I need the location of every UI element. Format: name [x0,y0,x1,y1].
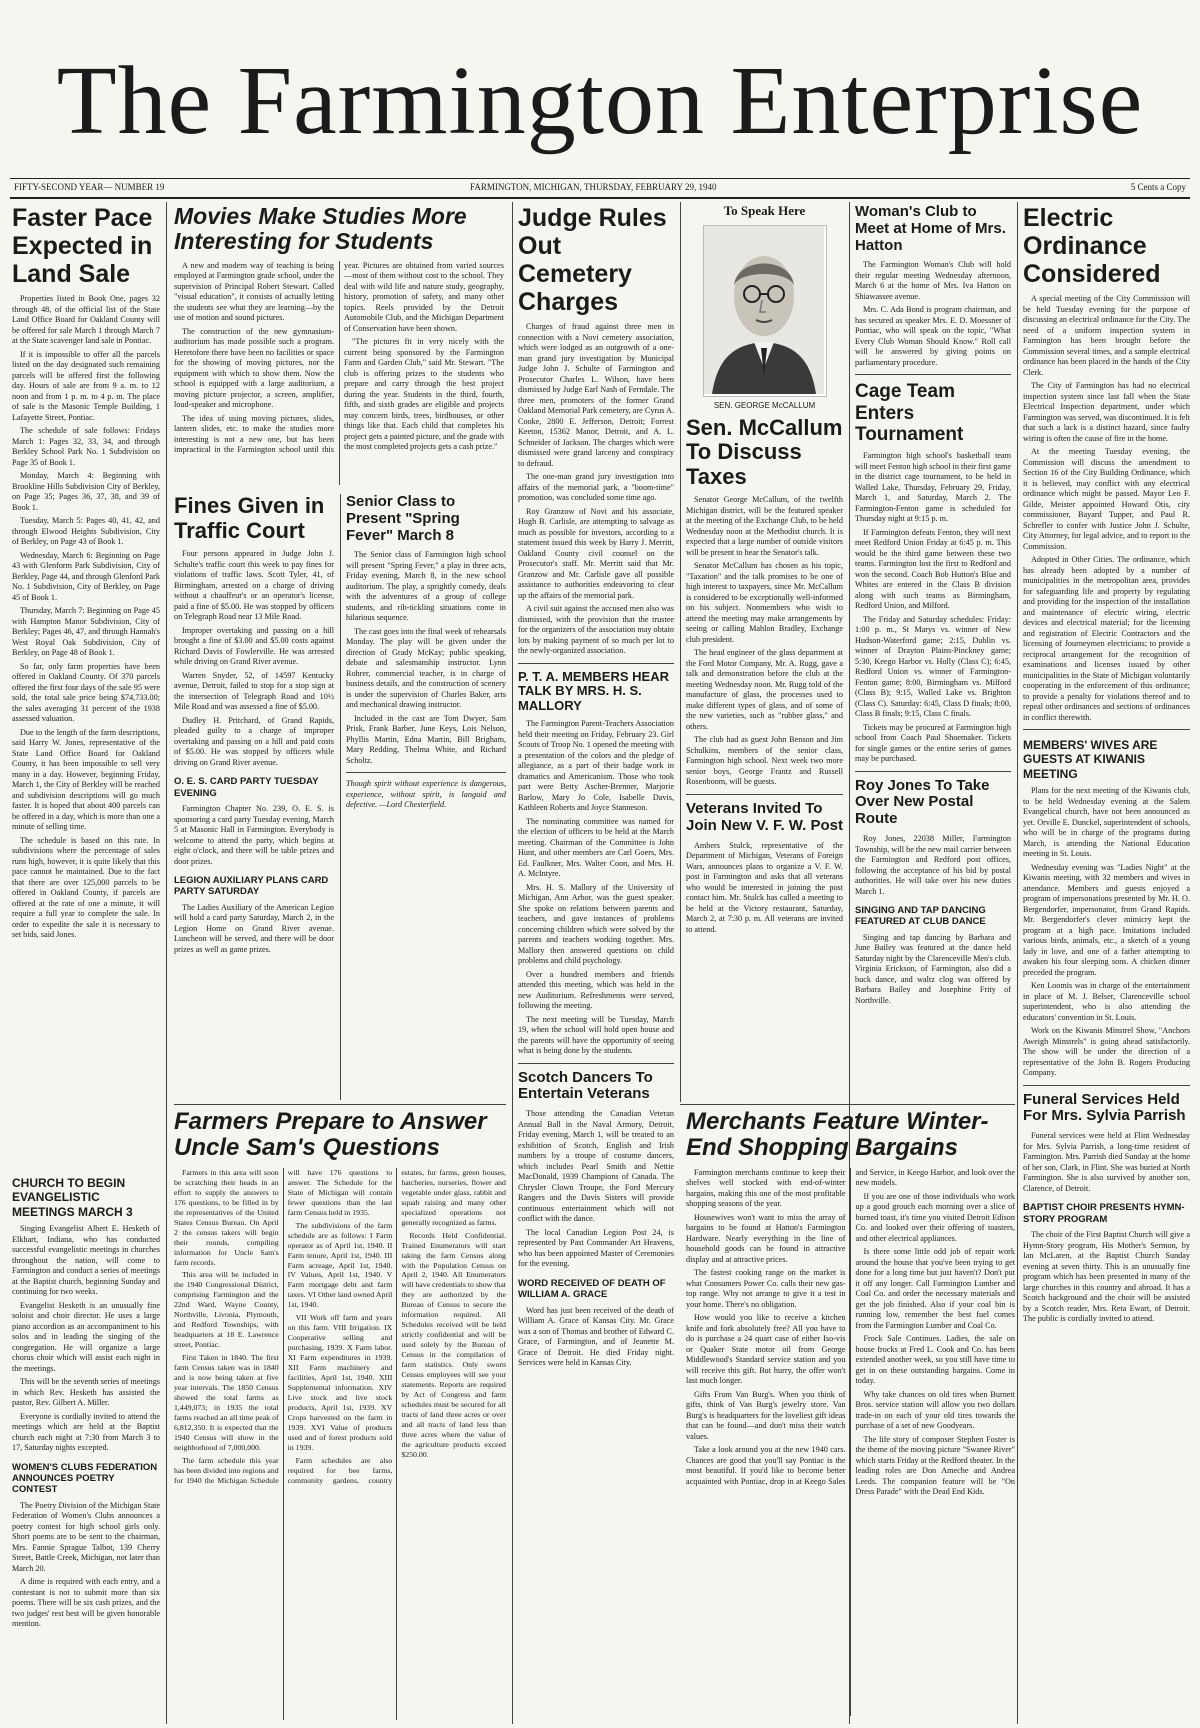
paragraph: Roy Granzow of Novi and his associate, Hugh B. Carlisle, are attempting to salvage as much as possible for investors, according to a statement issued this week by Harry J. Merritt, Oakland County civil counsel on the Prosecutor's staff. Mr. Merritt said that Mr. Granzow and Mr. Carlisle gave all possible assistance to authorities endeavoring to clear up the affairs of the memorial park. [518,506,674,600]
article-body [12,1224,160,1454]
article-traffic-court [174,494,334,1100]
paragraph: Due to the length of the farm descriptions, said Harry W. Jones, representative of the State Land Office Board for Oakland County, it has been impossible to sell very many in a day. However, beginning Friday, March 1, the City of Berkley will be reached and subdivision descriptions will go much faster. It is hoped that about 400 parcels can be offered in a day, which is more than one a minute of selling time. [12,727,160,831]
paragraph: Wednesday evening was "Ladies Night" at the Kiwanis meeting, with 32 members and wives in attendance. Members and guests enjoyed a program of impersonations presented by Mr. H. O. Bergendorfer, impersonator, from Grand Rapids. Mr. Bergendorfer's clever mimicry kept the program at a high pace. Imitations included various birds, animals, etc., a sketch of a young lady in love, and one of a father attempting to awaken his four sleeping sons. A chicken dinner preceded the program. [1023,862,1190,977]
paragraph: If Farmington defeats Fenton, they will next meet Redford Union Friday at 6:45 p. m. This would be the third game between these two teams. Farmington lost the first to Redford and won the second. Coach Bob Hutton's Blue and Whites are entered in the Class B division along with such teams as Birmingham, Redford Union, and Milford. [855,527,1011,611]
paragraph: A dime is required with each entry, and a contestant is not to submit more than six poems. There will be six cash prizes, and the two judges' rest best will be given honorable mention. [12,1577,160,1629]
paragraph: Evangelist Hesketh is an unusually fine soloist and choir director. He uses a large piano accordion as an accompaniment to his solos and in leading the singing of the congregation. He will organize a large chorus choir which will assist each night in the meetings. [12,1300,160,1373]
paragraph: Farmington high school's basketball team will meet Fenton high school in their first game in the district cage tournament, to be held in Walled Lake, Thursday, February 29, Friday, March 1, and Saturday, March 2. The Farmington-Fenton game is scheduled for Thursday night at 9:15 p. m. [855,451,1011,524]
article-land-sale [12,204,160,1162]
article-body [1023,786,1190,1079]
paragraph: Those attending the Canadian Veteran Annual Ball in the Naval Armory, Detroit, Friday evening, March 1, will be treated to an exhibition of Scotch, English and Irish numbers by a troupe of costume dancers, which includes Pearl Smith and Nettie MacDonald, 1939 Champions of Canada. The Chrysler Clown Troupe, the Ford Mercury Rangers and the Davis Sisters will provide continuous entertainment which will not conflict with the dance. [518,1109,674,1224]
headline-baptist-choir: BAPTIST CHOIR PRESENTS HYMN-STORY PROGRAM [1023,1202,1185,1225]
newspaper-title: The Farmington Enterprise [56,47,1144,155]
headline-traffic-court: Fines Given in Traffic Court [174,494,325,543]
paragraph: Charges of fraud against three men in connection with a Novi cemetery association, which were lodged as an outgrowth of a one-man grand jury investigation by Municipal Judge John J. Schulte of Farmington and Prosecutor Charles L. Wilson, have been dismissed by Judge Earl Nash of Ferndale. The three men, promoters of the former Grand Oakland Memorial Park cemetery, are Cyrus A. Cooke, 2800 E. Jefferson, Detroit; Forrest Keeton, 15362 Manor, Detroit, and A. L. Schneider of Jackson. The charges which were dismissed were grand larceny and conspiracy to defraud. [518,322,674,468]
masthead-rule-top [10,178,1190,179]
article-body [1023,1131,1190,1194]
headline-poetry-contest: WOMEN'S CLUBS FEDERATION ANNOUNCES POETRY CONTEST [12,1461,158,1496]
column-rule [1017,202,1018,1724]
headline-grace-death: WORD RECEIVED OF DEATH OF WILLIAM A. GRACE [518,1277,666,1301]
paragraph: Ambers Stulck, representative of the Department of Michigan, Veterans of Foreign Wars, announces plans to organize a V. F. W. post in Farmington and asks that all veterans who would be interested in joining the post contact him. Mr. Stulck has called a meeting to be held at the Victory restaurant, Saturday, March 2, at 7:30 p. m. All veterans are invited to attend. [686,840,843,934]
paragraph: How would you like to receive a kitchen knife and fork absolutely free? All you have to do is purchase a 24 quart case of either Iso-vis or Quaker State motor oil from George Middlewood's Standard service station and you will receive this gift. But hurry, the offer won't last much longer. [686,1313,846,1386]
paragraph: The next meeting will be Tuesday, March 19, when the school will hold open house and the parents will have the opportunity of seeing what is being done by the students. [518,1014,674,1056]
paragraph: Senator McCallum has chosen as his topic, "Taxation" and the talk promises to be one of high interest to taxpayers, since Mr. McCallum is considered to be exceptionally well-informed on his subject. Nonmembers who wish to attend the meeting may make arrangements by seeing or calling Mahlon Bradley, Exchange club president. [686,561,843,644]
paragraph: Singing and tap dancing by Barbara and June Bailey was featured at the dance held Saturday night by the Clarenceville Men's club. Virginia Erickson, of Farmington, also did a buck dance, and waltz clog was offered by Barbara Bailey and Josephine Frity of Northville. [855,932,1011,1005]
paragraph: Over a hundred members and friends attended this meeting, which was held in the new Auditorium. Refreshments were served, following the meeting. [518,969,674,1011]
paragraph: First Taken in 1840. The first farm Census taken was in 1840 and is now being taken at five year intervals. The 1850 Census showed the total farms as 1,449,073; in 1935 the total farms reached an all time peak of 6,812,350. It is expected that the 1940 Census will show in the neighborhood of 7,000,000. [174,1353,279,1452]
article-body [174,549,334,768]
paragraph: Farmington Chapter No. 239, O. E. S. is sponsoring a card party Tuesday evening, March 5 at Masonic Hall in Farmington. Everybody is welcome to attend the party, which begins at eight o'clock, and there will be table prizes and door prizes. [174,804,334,866]
article-body [855,451,1011,765]
paragraph: The head engineer of the glass department at the Ford Motor Company, Mr. A. Rugg, gave a talk and demonstration before the club at the meeting Wednesday noon. Mr. Rugg told of the manufacture of glass, the processes used to make different types of glass, and of some of the new varieties, such as "rubber glass," and others. [686,648,843,731]
paragraph: This will be the seventh series of meetings in which Rev. Hesketh has assisted the pastor, Rev. Gilbert A. Miller. [12,1377,160,1408]
headline-merchants: Merchants Feature Winter-End Shopping Bargains [686,1108,989,1162]
paragraph: The cast goes into the final week of rehearsals Monday. The play will be given under the direction of Grady McKay; public speaking, debate and salesmanship instructor. Lynn Rohrer, commercial teacher, is in charge of business details, and the construction of scenery is under the supervision of Charles Baker, arts and mechanical drawing instructor. [346,626,506,710]
quotation: Though spirit without experience is dangerous, experience, without spirit, is languid and defective. —Lord Chesterfield. [346,779,506,810]
paragraph: The construction of the new gymnasium-auditorium has made possible such a program. Heretofore there have been no facilities or space for the showing of moving pictures, nor the equipment with which to show them. Now the school is equipped with a large auditorium, a moving picture projector, a screen, amplifier, loud-speaker and microphone. [174,326,334,410]
paragraph: Plans for the next meeting of the Kiwanis club, to be held Wednesday evening at the Salem Evangelical church, have not been announced as yet. Orville E. Dunckel, superintendent of schools, who will be in charge of the programs during March, is attending the National Education meeting in St. Louis. [1023,786,1190,859]
masthead [0,0,1200,176]
headline-electric-ordinance: Electric Ordinance Considered [1023,204,1161,288]
headline-legion-card-party: LEGION AUXILIARY PLANS CARD PARTY SATURDAY [174,875,329,898]
headline-tap-dancing: SINGING AND TAP DANCING FEATURED AT CLUB DANCE [855,905,986,928]
paragraph: The local Canadian Legion Post 24, is represented by Past Commander Art Heavens, who has been appointed Master of Ceremonies for the evening. [518,1227,674,1269]
article-body [518,1109,674,1270]
paragraph: Included in the cast are Tom Dwyer, Sam Prisk, Frank Barber, June Keys, Lois Nelson, Phyllis Martin, Edna Martin, Bill Brigham, Mary Redding, Thelma White, and Richard Scholtz. [346,713,506,765]
divider [346,772,506,773]
paragraph: This area will be included in the 1940 Congressional District, comprising Farmington and the 22nd Ward, Wayne County, Northville, Livonia, Plymouth, and Redford Townships, with headquarters at 18 E. Lawrence street, Pontiac. [174,1270,279,1350]
paragraph: Is there some little odd job of repair work around the house that you've been trying to get done for a long time but just haven't? Don't put it off any longer. Call Farmington Lumber and Coal Co. and order the necessary materials and get the job finished. Also if your coal bin is running low, remember the best fuel comes from the Farmington Lumber and Coal Co. [855,1247,1015,1330]
paragraph: Roy Jones, 22038 Miller, Farmington Township, will be the new mail carrier between the Farmington and Redford post offices, following the acceptance of his bid by postal authorities. He will take over his new duties March 1. [855,834,1011,896]
headline-oes-card-party: O. E. S. CARD PARTY TUESDAY EVENING [174,776,319,799]
headline-mccallum: Sen. McCallum To Discuss Taxes [686,414,843,489]
divider [686,794,843,795]
paragraph: Farmers in this area will soon be scratching their heads in an effort to supply the answers to 176 questions, to be filled in by the representatives of the United States Census Bureau. On April 2 the census takers will begin their rounds, compiling information for Uncle Sam's farm records. [174,1167,279,1267]
paragraph: The nominating committee was named for the election of officers to be held at the March meeting. Chairman of the Committee is John Hunt, and other members are Carl Goers, Mrs. Ed. Faulkner, Mrs. Walter Coon, and Mrs. H. A. McIntyre. [518,816,674,879]
paragraph: The Farmington Parent-Teachers Association held their meeting on Friday, February 23. Girl Scouts of Troop No. 1 opened the meeting with a presentation of the colors and the pledge of allegiance, as a part of their badge work in dramatics and Americanism. Those who took part were Betty Ascher-Brenner, Marjorie Barlow, Mary Jo Cole, Isabelle Davis, Kathleen Roberts and Joyce Stanneson. [518,719,674,813]
paragraph: Four persons appeared in Judge John J. Schulte's traffic court this week to pay fines for violations of traffic laws. Scott Tyler, 41, of Birmingham, arrested on a charge of driving without a chauffeur's or an operator's license, paid a fine of $5.00. He was stopped by officers on Telegraph Road near 13 Mile Road. [174,549,334,622]
headline-veterans: Veterans Invited To Join New V. F. W. Post [686,799,843,834]
issue-price: 5 Cents a Copy [1130,182,1186,192]
paragraph: A civil suit against the accused men also was dismissed, with the provision that the trustee for the organizers of the association may obtain lots by making payment of so much per lot to the newly-organized association. [518,604,674,655]
paragraph: The Ladies Auxiliary of the American Legion will hold a card party Saturday, March 2, in the Legion Home on Grand River avenue. Luncheon will be served, and there will be door prizes as well as game prizes. [174,902,334,954]
masthead-rule-bottom [10,197,1190,199]
article-body [12,1501,160,1630]
paragraph: Senator George McCallum, of the twelfth Michigan district, will be the featured speaker at the meeting of the Exchange Club, to be held Wednesday noon at the Methodist church. It is expected that a large number of outside visitors will be present to hear the Senator's talk. [686,495,843,557]
paragraph: The subdivisions of the farm schedule are as follows: I Farm operator as of April 1st, 1940. II Farm tenure, April 1st, 1940. III Farm acreage, April 1st, 1940. IV Values, April 1st, 1940. V Farm mortgage debt and farm taxes. VI Other land owned April 1st, 1940. [287,1220,393,1310]
article-body [686,841,843,936]
column-5 [686,204,843,1104]
paragraph: The club had as guest John Benson and Jim Schulkins, members of the senior class, Farmington high school. Next week two more senior boys, George Frantz and Russell Rosenboom, will be guests. [686,735,843,787]
paragraph: The Poetry Division of the Michigan State Federation of Women's Clubs announces a poetry contest for high school girls only. Short poems are to be sent to the chairman, Mrs. Fannie Sprague Talbot, 139 Cherry Street, Battle Creek, Michigan, not later than March 20. [12,1500,160,1573]
paragraph: Singing Evangelist Albert E. Hesketh of Elkhart, Indiana, who has conducted successful evangelistic meetings in churches throughout the nation, will come to Farmington and conduct a series of meetings at the Baptist church, beginning Sunday and continuing for two weeks. [12,1224,160,1297]
headline-kiwanis: MEMBERS' WIVES ARE GUESTS AT KIWANIS MEETING [1023,738,1158,781]
publication-date: FARMINGTON, MICHIGAN, THURSDAY, FEBRUARY 29, 1940 [470,182,717,192]
paragraph: The one-man grand jury investigation into affairs of the memorial park, a "boom-time" promotion, was concluded some time ago. [518,472,674,502]
column-rule [680,202,681,1102]
paragraph: At the meeting Tuesday evening, the Commission will discuss the amendment to Section 16 of the City Building Ordinance, which it is believed, may conflict with any electrical ordinance which might be passed. Mayor Leo F. Gilde, Meister appointed Howard Otis, city commissioner, Bayard Tupper, and Paul R. Schrefler to confer with Justice John J. Schulte, City Attorney, for legal advice, and to report to the Commission. [1023,447,1190,551]
paragraph: Why take chances on old tires when Burnett Bros. service station will allow you two dollars trade-in on each of your old tires towards the purchase of a set of new Goodyears. [855,1389,1015,1431]
divider [855,374,1011,375]
senator-portrait [703,225,827,397]
paragraph: Work on the Kiwanis Minstrel Show, "Anchors Aweigh Minstrels" is going ahead satisfactorily. The show will be under the direction of a representative of the John B. Rogers Producing Company. [1023,1026,1190,1078]
divider [518,1063,674,1064]
paragraph: Take a look around you at the new 1940 cars. Chances are good that you'll say Pontiac is the most beautiful. If you'd like to become better acquainted with Pontiac, drop in at Keego Sales and Service, in Keego Harbor, and look over the new models. [686,1167,1015,1486]
article-body [686,495,843,788]
column-7 [1023,204,1190,1722]
divider [1023,729,1190,730]
article-body [518,1306,674,1369]
headline-scotch-dancers: Scotch Dancers To Entertain Veterans [518,1068,653,1103]
paragraph: Funeral services were held at Flint Wednesday for Mrs. Sylvia Parrish, a long-time resident of Farmington. Mrs. Parrish died Sunday at the home of her son, Clark, in Flint. She was buried at North Farmington. She is also survived by another son, Clarence, of Detroit. [1023,1131,1190,1193]
paragraph: VII Work off farm and years on this farm. VIII Irrigation. IX Cooperative selling and purchasing, 1939. X Farm labor. XI Farm expenditures in 1939. XII Farm machinery and facilities, April 1st, 1940. XIII Supplemental information. XIV Live stock and live stock products, April 1st, 1939. XV Crops harvested on the farm in 1939. XVI Value of products used and of forest products sold in 1939. [287,1313,393,1452]
article-body [686,1168,1015,1716]
paragraph: Dudley H. Pritchard, of Grand Rapids, pleaded guilty to a charge of improper overtaking and passing on a hill and paid costs of $5.00. He was stopped by officers while driving on Grand River avenue. [174,715,334,767]
article-body [518,719,674,1057]
paragraph: The City of Farmington has had no electrical inspection system since last fall when the State Electrical Inspection department, under which Farmington was served, was discontinued. It is felt that such a lack is a distinct hazard, since faulty wiring is often the cause of fire in the home. [1023,381,1190,443]
article-body [1023,294,1190,723]
article-body [174,1168,506,1720]
paragraph: So far, only farm properties have been offered in Oakland County. Of 370 parcels offered the first four days of the sale 95 were sold, the total sale price being $74,733.00; the sales averaging 31 percent of the 1938 assessed valuation. [12,661,160,723]
paragraph: Housewives won't want to miss the array of bargains to be found at Hatton's Farmington Hardware. Nearly everything in the line of household goods can be found in attractive display and at attractive prices. [686,1212,846,1264]
headline-cemetery: Judge Rules Out Cemetery Charges [518,204,667,316]
paragraph: Frock Sale Continues. Ladies, the sale on house frocks at Fred L. Cook and Co. has been extended another week, so you still have time to get in on these outstanding bargains. Come in today. [855,1334,1015,1386]
paragraph: The fastest cooking range on the market is what Consumers Power Co. calls their new gas-top range. Why not arrange to give it a test in your home. There's no obligation. [686,1268,846,1309]
paragraph: Adopted in Other Cities. The ordinance, which has already been adopted by a number of municipalities in the metropolitan area, provides for safeguarding life and property by regulating and providing for the inspection of the installation and maintenance of electric wiring, electric devices and electrical material; for the licensing and registration of Electric Contractors and the licensing of Journeymen electricians; to provide a reciprocal arrangement for the recognition of examinations and licenses issued by other municipalities in the State of Michigan voluntarily cooperating in the enforcement of this ordinance; to provide a penalty for violations thereof and to repeal other ordinances and sections of ordinances in conflict therewith. [1023,555,1190,722]
article-body [174,261,504,485]
paragraph: The Senior class of Farmington high school will present "Spring Fever," a play in three acts, Friday evening, March 8, in the new school auditorium. The play, a sprightly comedy, deals with the adventures of a group of college students, and rib-tickling situations come in hilarious sequence. [346,550,506,623]
divider [518,663,674,664]
headline-farm-census: Farmers Prepare to Answer Uncle Sam's Questions [174,1108,487,1162]
article-evangelistic [12,1168,160,1722]
column-rule [512,202,513,1724]
paragraph: The farm schedule this year has been divided into regions and for 1940 the Michigan Schedule will have 176 questions to answer. The Schedule for the State of Michigan will contain fewer questions than the last farm Census held in 1935. [174,1167,393,1485]
headline-cage-team: Cage Team Enters Tournament [855,381,964,445]
paragraph: Mrs. H. S. Mallory of the University of Michigan, Ann Arbor, was the guest speaker. She spoke on relations between parents and teachers, and gave instances of problems concerning children which were solved by the parents and teachers working together. Mrs. Mallory then answered questions on child problems and child psychology. [518,882,674,966]
portrait-image [704,226,824,394]
paragraph: "The pictures fit in very nicely with the current being sponsored by the Farmington Farm and Garden Club," said Mr. Stewart. "The club is offering prizes to the students who prepare and carry through the best project during the year. Students in the third, fourth, fifth, and sixth grades are eligible and projects may concern birds, trees, birdhouses, or other things like that. Each child that completes his project gets a painted picture, and the grade with the most completed projects gets a cash prize." [344,337,504,452]
article-body [518,322,674,657]
paragraph: Word has just been received of the death of William A. Grace of Kansas City. Mr. Grace was a son of Thomas and brother of Edward C. Grace, of Farmington, and of Jeanette M. Grace of Detroit. He died Friday night. Services were held in Kansas City. [518,1305,674,1368]
headline-womans-club: Woman's Club to Meet at Home of Mrs. Hatton [855,204,1006,254]
paragraph: The choir of the First Baptist Church will give a Hymn-Story program, His Mother's Sermon, by Ian McLaren, at the Baptist Church Sunday evening at seven thirty. This is an unusually fine program which has been presented in many of the large churches in this country and abroad. It has a Scotch background and the choir will be assisted by a Scotch reader, Mrs. Reta Ewart, of Detroit. The public is cordially invited to attend. [1023,1230,1190,1324]
photo-caption: SEN. GEORGE McCALLUM [713,400,816,410]
column-rule [166,202,167,1724]
article-body [1023,1230,1190,1325]
paragraph: Gifts From Van Burg's. When you think of gifts, think of Van Burg's jewelry store. Van Burg's is headquarters for the loveliest gift ideas that can be found—and don't miss their watch values. [686,1389,846,1441]
article-body [12,294,160,941]
paragraph: Thursday, March 7: Beginning on Page 45 with Hampton Manor Subdivision, City of Berkley; Pages 46, 47, and through Hannah's West Royal Oak Subdivision, City of Berkley, on Page 48 of Book 1. [12,606,160,657]
paragraph: The life story of composer Stephen Foster is the theme of the moving picture "Swanee River" which starts Friday at the Redford theater. In the leading roles are Don Ameche and Andrea Leeds. The companion feature will be "On Dress Parade" with the Dead End Kids. [855,1434,1015,1497]
paragraph: Farm schedules are also required for bee farms, community gardens, country estates, fur farms, green houses, hatcheries, nurseries, flower and vegetable under glass, rabbit and squab raising and many other specialized operations not generally recognized as farms. [287,1167,506,1485]
paragraph: If you are one of those individuals who work up a good grouch each morning over a slice of burned toast, it's time you visited Detroit Edison Co. and looked over their offering of toasters, and other electrical appliances. [855,1191,1015,1243]
paragraph: The schedule is based on this rate. In subdivisions where the percentage of sales runs high, however, it is quite likely that this pace cannot be maintained. Due to the fact that there are over 125,000 parcels to be offered in Oakland County, if parcels are offered at the rate of one a minute, it will require a full year to complete the sale. In order to expedite the sale it is necessary to set bids, said Jones. [12,835,160,939]
article-senior-class [346,494,506,1100]
article-body [855,260,1011,368]
volume-number: FIFTY-SECOND YEAR— NUMBER 19 [14,182,165,192]
headline-movies: Movies Make Studies More Interesting for Students [174,204,467,255]
paragraph: Wednesday, March 6: Beginning on Page 43 with Glenform Park Subdivision, City of Berkley, Page 44, and through Glenford Park No. 1 Subdivision, City of Berkley, on Page 45 of Book 1. [12,550,160,602]
paragraph: A new and modern way of teaching is being employed at Farmington grade school, under the supervision of Principal Robert Stewart. Called "visual education", it consists of actually letting the students see what they are learning—by the use of motion and sound pictures. [174,260,334,323]
paragraph: Monday, March 4: Beginning with Brookline Hills Subdivision City of Berkley, on Page 35; Pages 36, 37, 38, and 39 of Book 1. [12,471,160,512]
article-body [174,903,334,956]
column-4 [518,204,674,1722]
paragraph: A special meeting of the City Commission will be held Tuesday evening for the purpose of discussing an electrical ordinance for the City. The need of a uniform inspection system in Farmington has been brought before the Commission several times, and a sample electrical ordinance has been placed in the hands of the City Clerk. [1023,294,1190,377]
divider [855,771,1011,772]
paragraph: Properties listed in Book One, pages 32 through 48, of the official list of the State Land Office Board for Oakland County will be offered for sale March 1 through March 7 at the State scavenger land sale in Pontiac. [12,294,160,345]
headline-postal-route: Roy Jones To Take Over New Postal Route [855,776,990,828]
paragraph: Tickets may be procured at Farmington high school from Coach Paul Shoemaker. Tickets for single games or the entire series of games may be purchased. [855,722,1011,764]
article-body [855,834,1011,897]
article-movies [174,204,504,492]
paragraph: Mrs. C. Ada Bond is program chairman, and has secured as speaker Mrs. E. D. Moessner of Pontiac, who will speak on the topic, "What Every Club Woman Should Know." Roll call will be answered by giving points on parliamentary procedure. [855,305,1011,367]
article-body [855,933,1011,1007]
divider [1023,1085,1190,1086]
article-farm-census [174,1104,506,1727]
article-body [346,550,506,766]
column-6 [855,204,1011,1100]
paragraph: Ken Loomis was in charge of the entertainment in place of M. J. Belser, Clarenceville school superintendent, who is also attending the educators' convention in St. Louis. [1023,981,1190,1022]
article-merchants [680,1104,1015,1722]
paragraph: The Friday and Saturday schedules: Friday: 1:00 p. m., St Marys vs. winner of New Hudson-Waterford game; 2:15, Dublin vs. winner of Drayton Plains-Pinckney game; 5:30, Keego Harbor vs. Holly (Class C); 6:45, Redford Union vs. winner of Farmington-Fenton game; 8:00, Birmingham vs. Milford (Class B); 9:15, Walled Lake vs. Brighton (Class C). Saturday: 6:45, Class D finals; 8:00, Class B finals; 9:15, Class C finals. [855,614,1011,719]
paragraph: Farmington merchants continue to keep their shelves well stocked with end-of-winter bargains, making this one of the most profitable shopping seasons of the year. [686,1167,846,1209]
photo-label: To Speak Here [723,204,806,218]
headline-senior-class: Senior Class to Present "Spring Fever" March 8 [346,494,460,544]
paragraph: Records Held Confidential. Trained Enumerators will start taking the farm Census along with the Population Census on April 2, 1940. All Enumerators will have credentials to show that they are authorized by the Bureau of Census to secure the information required. All Schedules received will be held strictly confidential and will be used solely by the Bureau of Census in the compilation of farm statistics. Only sworn Census employees will see your statements. Reports are required by Act of Congress and farm schedules must be secured for all tracts of land three acres or over and all tracts of land less than three acres where the value of the agriculture products exceed $250.00. [401,1230,506,1459]
headline-funeral: Funeral Services Held For Mrs. Sylvia Parrish [1023,1090,1186,1125]
paragraph: Everyone is cordially invited to attend the meetings which are held at the Baptist church each night at 7:30 from March 3 to 17, Saturday nights excepted. [12,1411,160,1453]
dateline-bar [0,180,1200,196]
paragraph: The idea of using moving pictures, slides, lantern slides, etc. to make the studies more interesting is not a new one, but has been impractical in the Farmington school until this year. Pictures are obtained from varied sources—most of them without cost to the school. They deal with wild life and nature study, geography, history, promotion of safety, and many other topics. Reels provided by the Detroit Automobile Club, and the Michigan Department of Conservation have been shown. [174,260,504,455]
headline-land-sale: Faster Pace Expected in Land Sale [12,204,153,288]
paragraph: Improper overtaking and passing on a hill brought a fine of $3.00 and $5.00 costs against Richard Davis of Fowlerville. He was arrested while driving on Grand River avenue. [174,625,334,667]
paragraph: Tuesday, March 5: Pages 40, 41, 42, and through Elwood Heights Subdivision, City of Berkley, on Page 43 of Book 1. [12,516,160,546]
column-rule [340,494,341,1100]
paragraph: The schedule of sale follows: Fridays March 1: Pages 32, 33, 34, and through Berkley School Park No. 1 Subdivision on Page 35 of Book 1. [12,426,160,467]
paragraph: The Farmington Woman's Club will hold their regular meeting Wednesday afternoon, March 6 at the home of Mrs. Iva Hatton on Shiawassee avenue. [855,260,1011,301]
headline-pta: P. T. A. MEMBERS HEAR TALK BY MRS. H. S. MALLORY [518,668,669,713]
article-body [174,804,334,867]
paragraph: If it is impossible to offer all the parcels listed on the day designated such remaining parcels will be offered first the following day. Hours of sale are from 9 a. m. to 12 noon and from 1 p. m. to 4 p. m. The place of sale is the Masonic Temple Building, 1 Lafayette Street, Pontiac. [12,349,160,422]
headline-evangelistic: CHURCH TO BEGIN EVANGELISTIC MEETINGS MARCH 3 [12,1176,133,1219]
paragraph: Warren Snyder, 52, of 14597 Kentucky avenue, Detroit, failed to stop for a stop sign at the intersection of Telegraph Road and 10½ Mile Road and was assessed a fine of $5.00. [174,670,334,712]
